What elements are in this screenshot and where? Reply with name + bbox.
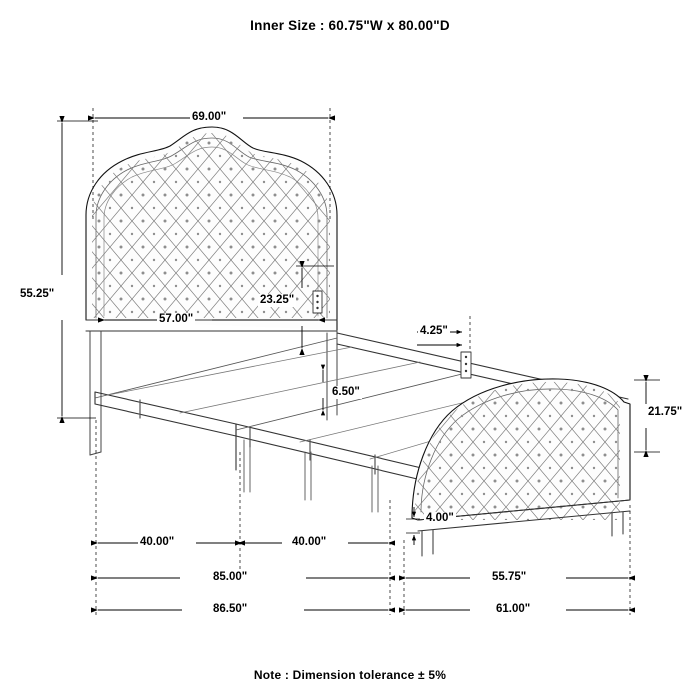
dimension-label-headboard-width: 69.00" <box>192 111 227 123</box>
dimension-label-footboard-depth: 55.75" <box>492 571 527 583</box>
bed-illustration <box>86 125 640 556</box>
dimension-label-footboard-height: 21.75" <box>648 406 683 418</box>
page-title: Inner Size : 60.75"W x 80.00"D <box>250 18 450 33</box>
dimension-label-overall-length: 86.50" <box>213 603 248 615</box>
tolerance-note: Note : Dimension tolerance ± 5% <box>253 668 447 682</box>
dimension-label-foot-clearance: 4.00" <box>426 512 454 524</box>
dimension-label-leg-span-right: 40.00" <box>292 536 327 548</box>
dimension-label-overall-height: 55.25" <box>20 288 55 300</box>
dimension-label-headboard-clearance: 23.25" <box>260 294 295 306</box>
footboard <box>405 375 640 556</box>
dimension-label-rail-to-slat: 4.25" <box>420 325 448 337</box>
dimension-label-leg-span-left: 40.00" <box>140 536 175 548</box>
dimension-label-inner-length: 85.00" <box>213 571 248 583</box>
dimension-label-slat-height: 6.50" <box>332 386 360 398</box>
dimension-label-overall-width: 61.00" <box>496 603 531 615</box>
dimension-label-headboard-panel-width: 57.00" <box>159 313 194 325</box>
